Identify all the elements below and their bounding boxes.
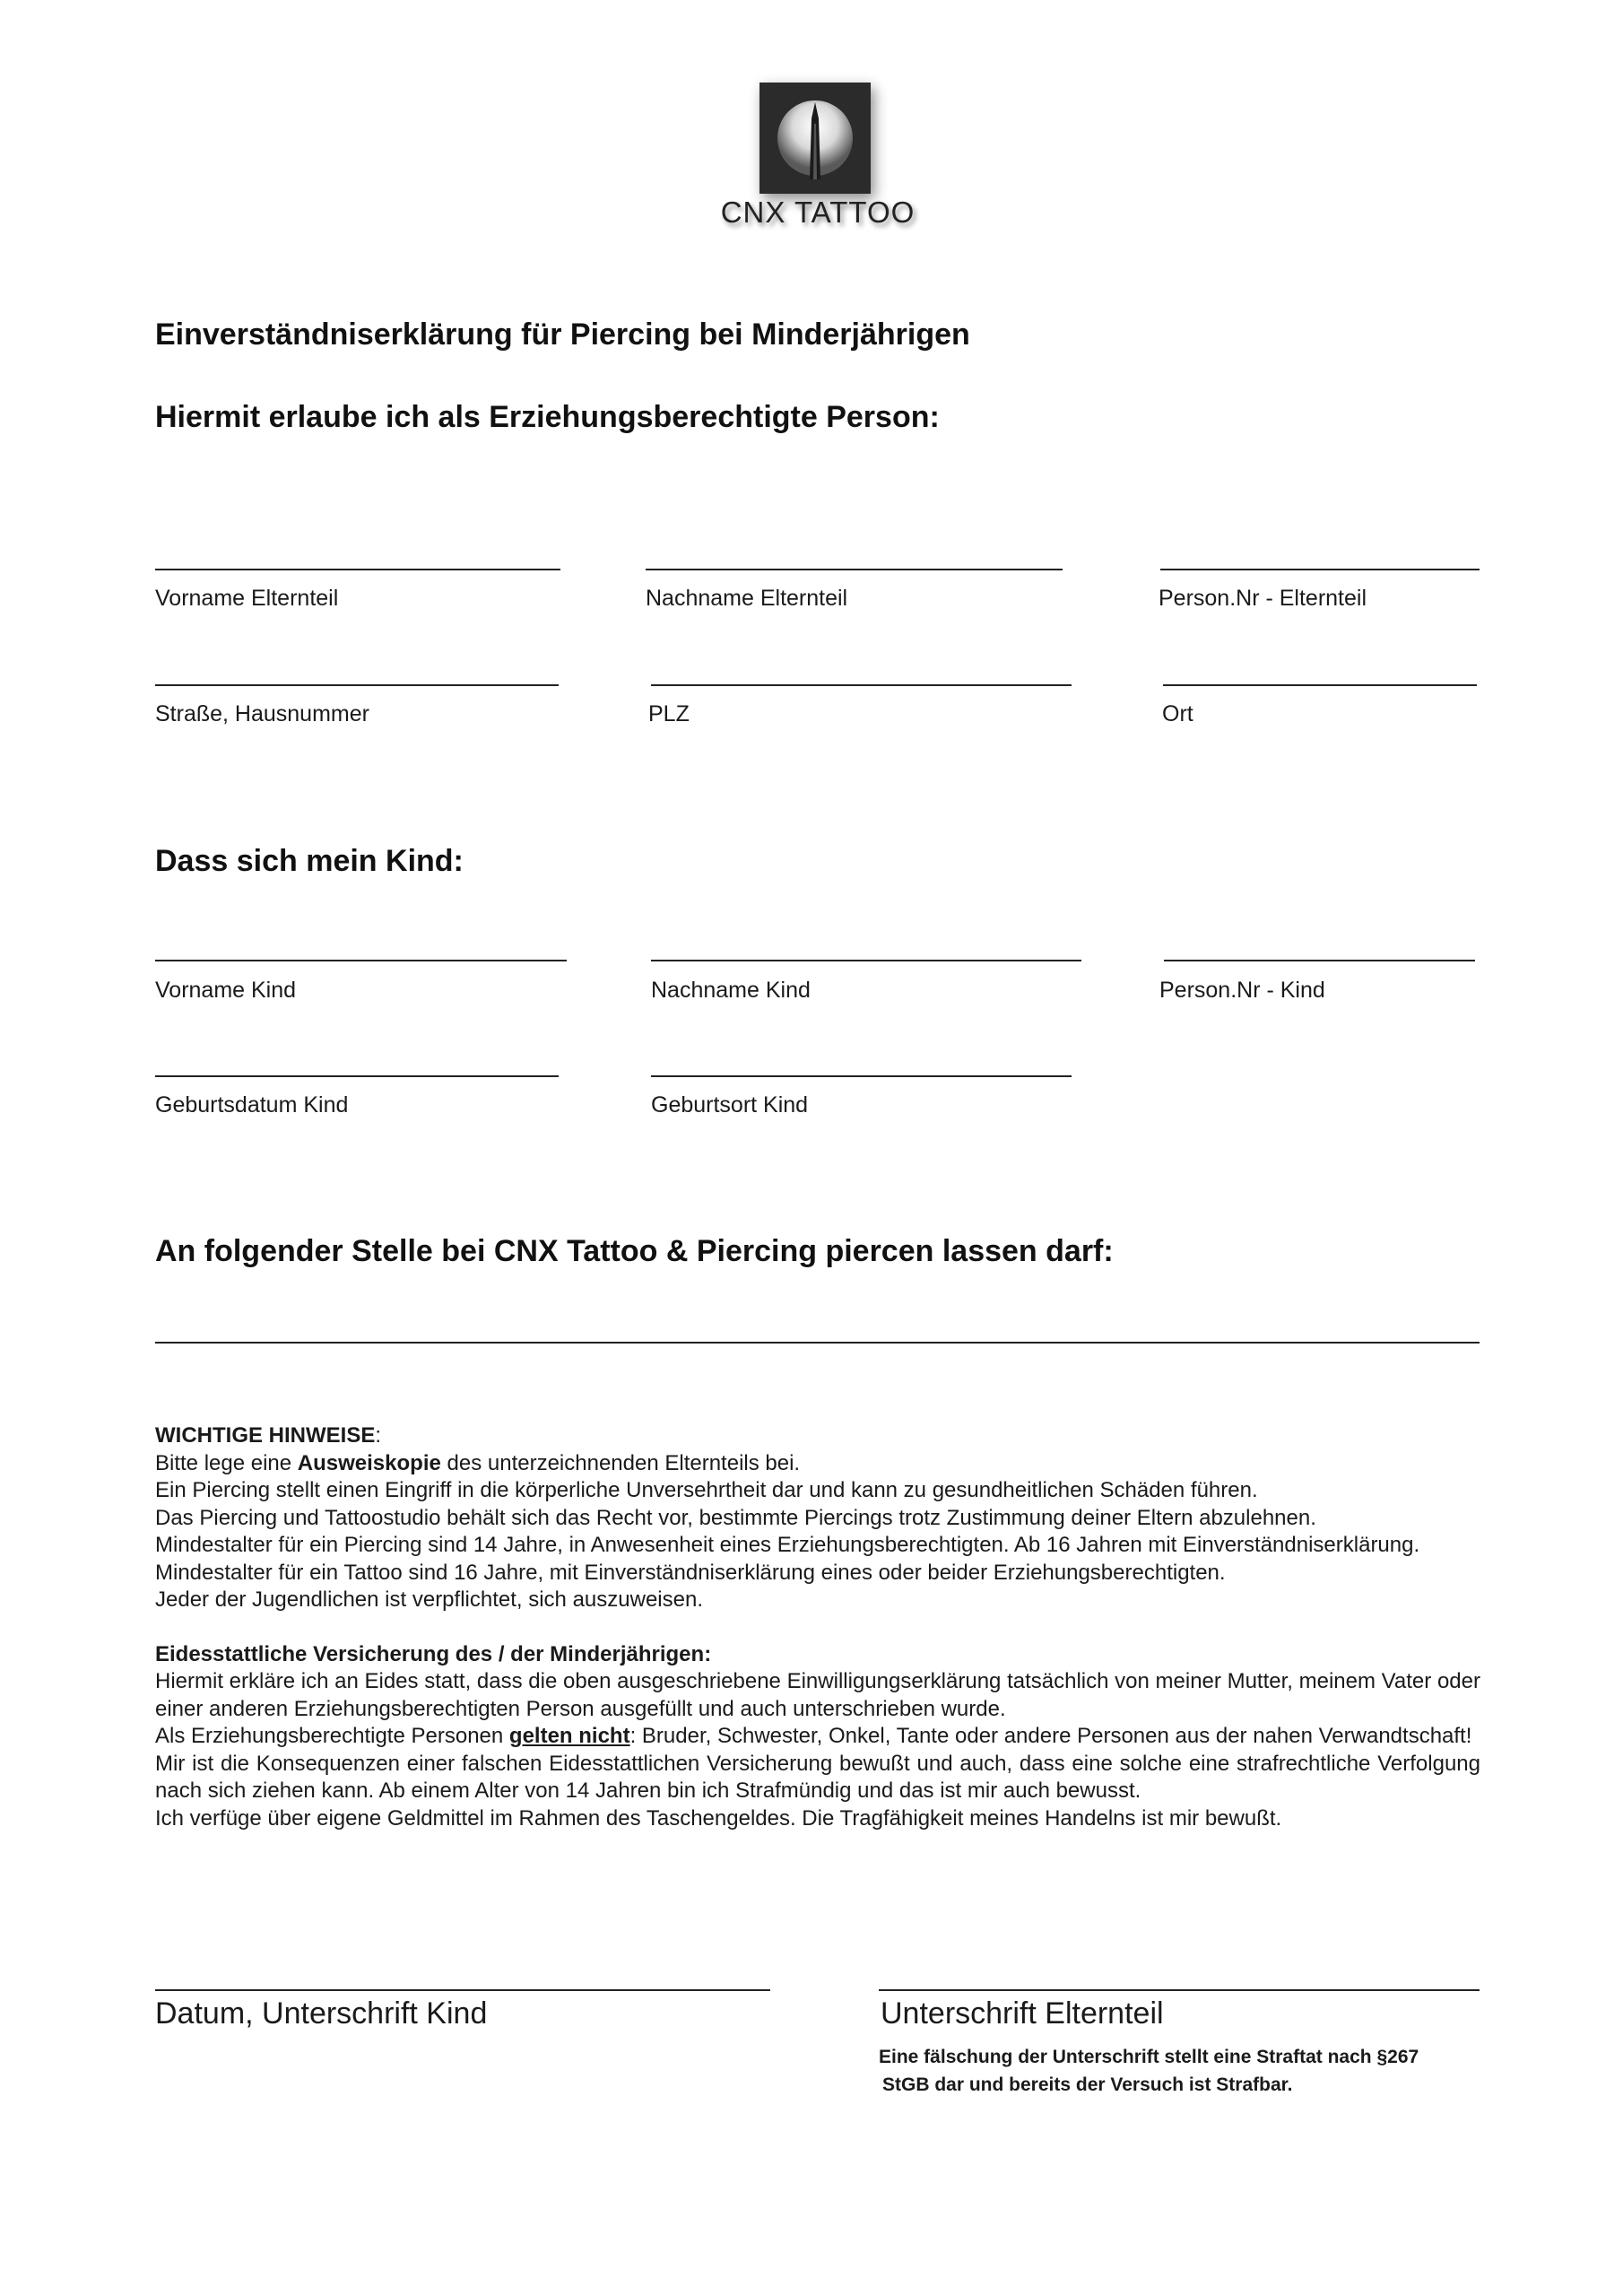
notes-line1-post: des unterzeichnenden Elternteils bei. <box>440 1450 801 1475</box>
notes-line3: Das Piercing und Tattoostudio behält sich das Recht vor, bestimmte Piercings trotz Zustimmung deiner Eltern abzulehnen. <box>155 1505 1316 1530</box>
parent-city-field[interactable] <box>1163 684 1477 686</box>
document-title: Einverständniserklärung für Piercing bei Minderjährigen <box>155 317 970 352</box>
parent-last-name-field[interactable] <box>646 569 1063 570</box>
section-parent-heading: Hiermit erlaube ich als Erziehungsberechtigte Person: <box>155 400 940 434</box>
notes-block <box>155 1422 1480 1832</box>
forgery-warning-line2: StGB dar und bereits der Versuch ist Strafbar. <box>882 2074 1293 2095</box>
child-birth-date-field[interactable] <box>155 1075 559 1077</box>
child-first-name-field[interactable] <box>155 960 567 961</box>
child-first-name-label: Vorname Kind <box>155 978 297 1003</box>
child-signature-label: Datum, Unterschrift Kind <box>155 1996 488 2031</box>
parent-street-label: Straße, Hausnummer <box>155 701 369 726</box>
declaration-heading: Eidesstattliche Versicherung des / der Minderjährigen: <box>155 1641 712 1666</box>
parent-first-name-label: Vorname Elternteil <box>155 586 339 611</box>
logo-flame-icon <box>759 83 871 194</box>
notes-line6: Jeder der Jugendlichen ist verpflichtet, sich auszuweisen. <box>155 1587 703 1612</box>
declaration-para4: Ich verfüge über eigene Geldmittel im Rahmen des Taschengeldes. Die Tragfähigkeit meines Handelns ist mir bewußt. <box>155 1805 1282 1831</box>
parent-street-field[interactable] <box>155 684 559 686</box>
declaration-para1: Hiermit erkläre ich an Eides statt, dass die oben ausgeschriebene Einwilligungserklärung tatsächlich von meiner Mutter, meinem Vater oder einer anderen Erziehungsberechtigten Person ausgefüllt und auch unterschrieben wurde. <box>155 1669 1480 1721</box>
section-child-heading: Dass sich mein Kind: <box>155 844 464 878</box>
parent-city-label: Ort <box>1162 701 1193 726</box>
child-birth-date-label: Geburtsdatum Kind <box>155 1092 349 1118</box>
notes-line4: Mindestalter für ein Piercing sind 14 Jahre, in Anwesenheit eines Erziehungsberechtigten. Ab 16 Jahren mit Einverständniserklärung. <box>155 1533 1420 1557</box>
piercing-location-field[interactable] <box>155 1342 1480 1344</box>
parent-zip-label: PLZ <box>648 701 690 726</box>
parent-first-name-field[interactable] <box>155 569 560 570</box>
declaration-para2-pre: Als Erziehungsberechtigte Personen <box>155 1724 509 1748</box>
forgery-warning-line1: Eine fälschung der Unterschrift stellt eine Straftat nach §267 <box>879 2047 1419 2067</box>
notes-line2: Ein Piercing stellt einen Eingriff in die körperliche Unversehrtheit dar und kann zu gesundheitlichen Schäden führen. <box>155 1478 1258 1502</box>
parent-id-label: Person.Nr - Elternteil <box>1159 586 1367 611</box>
notes-line5: Mindestalter für ein Tattoo sind 16 Jahre, mit Einverständniserklärung eines oder beider Erziehungsberechtigten. <box>155 1560 1226 1585</box>
parent-id-field[interactable] <box>1160 569 1480 570</box>
forgery-warning <box>879 2043 1419 2099</box>
declaration-para2-post: : Bruder, Schwester, Onkel, Tante oder andere Personen aus der nahen Verwandtschaft! <box>629 1724 1472 1748</box>
parent-last-name-label: Nachname Elternteil <box>646 586 848 611</box>
logo-wordmark: CNX TATTOO <box>720 196 916 229</box>
child-last-name-field[interactable] <box>651 960 1081 961</box>
parent-zip-field[interactable] <box>651 684 1072 686</box>
notes-line1-pre: Bitte lege eine <box>155 1450 298 1475</box>
child-birth-place-field[interactable] <box>651 1075 1072 1077</box>
declaration-para2-bold: gelten nicht <box>508 1724 630 1748</box>
notes-heading-colon: : <box>375 1423 382 1448</box>
notes-line1-bold: Ausweiskopie <box>297 1450 441 1475</box>
child-last-name-label: Nachname Kind <box>651 978 811 1003</box>
parent-signature-field[interactable] <box>879 1989 1480 1991</box>
logo-emblem <box>759 83 871 194</box>
notes-heading: WICHTIGE HINWEISE <box>155 1423 376 1448</box>
declaration-para3: Mir ist die Konsequenzen einer falschen Eidesstattlichen Versicherung bewußt und auch, dass eine solche eine strafrechtliche Verfolgung nach sich ziehen kann. Ab einem Alter von 14 Jahren bin ich Strafmündig und das ist mir auch bewusst. <box>155 1751 1480 1803</box>
child-signature-field[interactable] <box>155 1989 770 1991</box>
section-location-heading: An folgender Stelle bei CNX Tattoo & Piercing piercen lassen darf: <box>155 1234 1114 1268</box>
child-id-field[interactable] <box>1164 960 1475 961</box>
parent-signature-label: Unterschrift Elternteil <box>881 1996 1164 2031</box>
child-id-label: Person.Nr - Kind <box>1159 978 1325 1003</box>
child-birth-place-label: Geburtsort Kind <box>651 1092 809 1118</box>
